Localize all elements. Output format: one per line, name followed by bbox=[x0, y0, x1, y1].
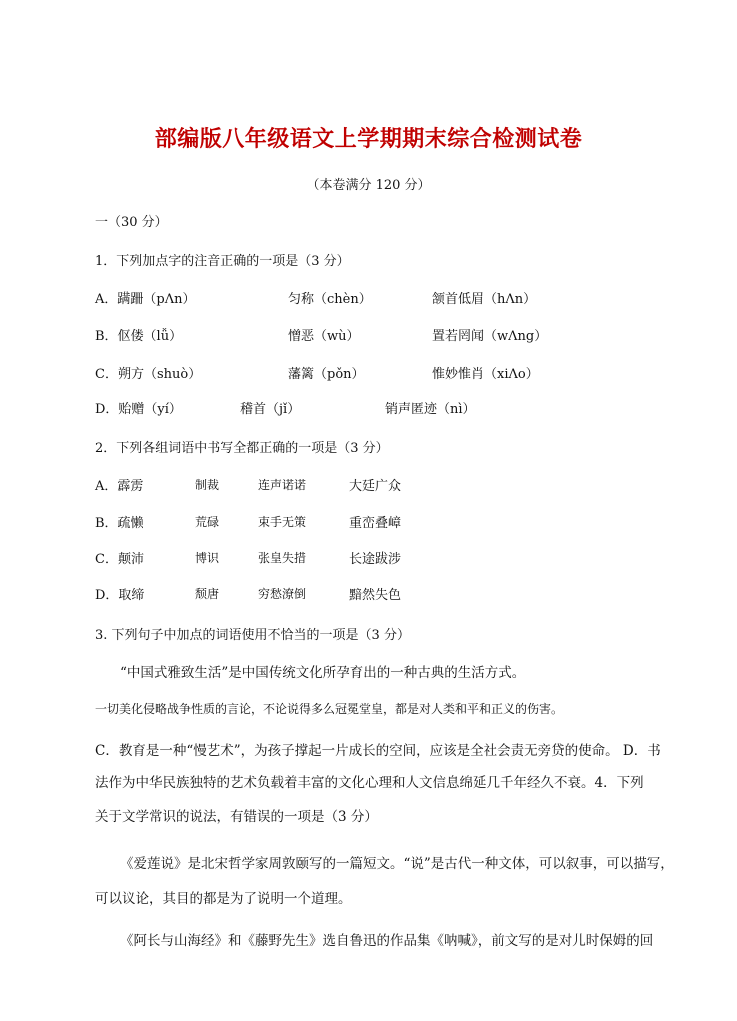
q1-option-d-3: 销声匿迹（nì） bbox=[385, 402, 476, 417]
q2-option-a-4: 大廷广众 bbox=[349, 479, 402, 494]
q2-option-b-2: 荒碌 bbox=[195, 515, 220, 529]
q2-option-d-3: 穷愁潦倒 bbox=[258, 587, 307, 601]
question-3-stem: 3. 下列句子中加点的词语使用不恰当的一项是（3 分） bbox=[95, 628, 410, 643]
page-title: 部编版八年级语文上学期期末综合检测试卷 bbox=[154, 127, 583, 152]
score-note: （本卷满分 120 分） bbox=[306, 178, 431, 193]
q1-option-d-1: D．贻赠（yí） bbox=[95, 402, 182, 417]
q1-option-c-1: C．朔方（shuò） bbox=[95, 367, 202, 382]
q1-option-a-1: A．蹒跚（pɅn） bbox=[95, 292, 196, 307]
q2-option-d-4: 黯然失色 bbox=[349, 588, 402, 603]
q2-option-a-3: 连声诺诺 bbox=[258, 478, 307, 492]
q2-option-b-4: 重峦叠嶂 bbox=[349, 516, 402, 531]
question-1-stem: 1．下列加点字的注音正确的一项是（3 分） bbox=[95, 254, 350, 269]
q2-option-b-3: 束手无策 bbox=[258, 515, 307, 529]
q3-option-b: 一切美化侵略战争性质的言论，不论说得多么冠冕堂皇，都是对人类和平和正义的伤害。 bbox=[95, 702, 564, 716]
q3-option-cd-line-1: C．教育是一种“慢艺术”，为孩子撑起一片成长的空间，应该是全社会责无旁贷的使命。 D．书 bbox=[95, 743, 661, 759]
q2-option-b-1: B．疏懒 bbox=[95, 516, 144, 531]
q3-option-a: “中国式雅致生活”是中国传统文化所孕育出的一种古典的生活方式。 bbox=[120, 665, 526, 681]
q1-option-c-3: 惟妙惟肖（xiɅo） bbox=[432, 367, 539, 382]
q4-option-b-line-1: 《阿长与山海经》和《藤野先生》选自鲁迅的作品集《呐喊》，前文写的是对儿时保姆的回 bbox=[120, 933, 654, 949]
question-2-stem: 2．下列各组词语中书写全都正确的一项是（3 分） bbox=[95, 441, 389, 456]
question-4-stem: 关于文学常识的说法，有错误的一项是（3 分） bbox=[95, 809, 378, 825]
q2-option-a-1: A．霹雳 bbox=[95, 479, 144, 494]
q1-option-b-2: 憎恶（wù） bbox=[288, 329, 360, 344]
q2-option-c-2: 博识 bbox=[195, 551, 220, 565]
section-heading: 一（30 分） bbox=[95, 215, 168, 230]
q2-option-c-3: 张皇失措 bbox=[258, 551, 307, 565]
q1-option-a-2: 匀称（chèn） bbox=[288, 292, 372, 307]
q2-option-c-1: C．颠沛 bbox=[95, 552, 144, 567]
q4-option-a-line-2: 可以议论，其目的都是为了说明一个道理。 bbox=[95, 891, 352, 907]
q2-option-c-4: 长途跋涉 bbox=[349, 552, 402, 567]
q2-option-d-2: 颓唐 bbox=[195, 587, 220, 601]
q1-option-c-2: 藩篱（pǒn） bbox=[288, 367, 365, 382]
q2-option-a-2: 制裁 bbox=[195, 478, 220, 492]
q1-option-a-3: 颔首低眉（hɅn） bbox=[432, 292, 537, 307]
q4-option-a-line-1: 《爱莲说》是北宋哲学家周敦颐写的一篇短文。“说”是古代一种文体，可以叙事，可以描写， bbox=[120, 856, 674, 872]
q1-option-b-3: 置若罔闻（wɅng） bbox=[432, 329, 548, 344]
q3-option-cd-line-2: 法作为中华民族独特的艺术负载着丰富的文化心理和人文信息绵延几千年经久不衰。4．下列 bbox=[95, 775, 644, 791]
q1-option-d-2: 稽首（jǐ） bbox=[240, 402, 301, 417]
q2-option-d-1: D．取缔 bbox=[95, 588, 145, 603]
q1-option-b-1: B．伛偻（lǚ） bbox=[95, 329, 183, 344]
